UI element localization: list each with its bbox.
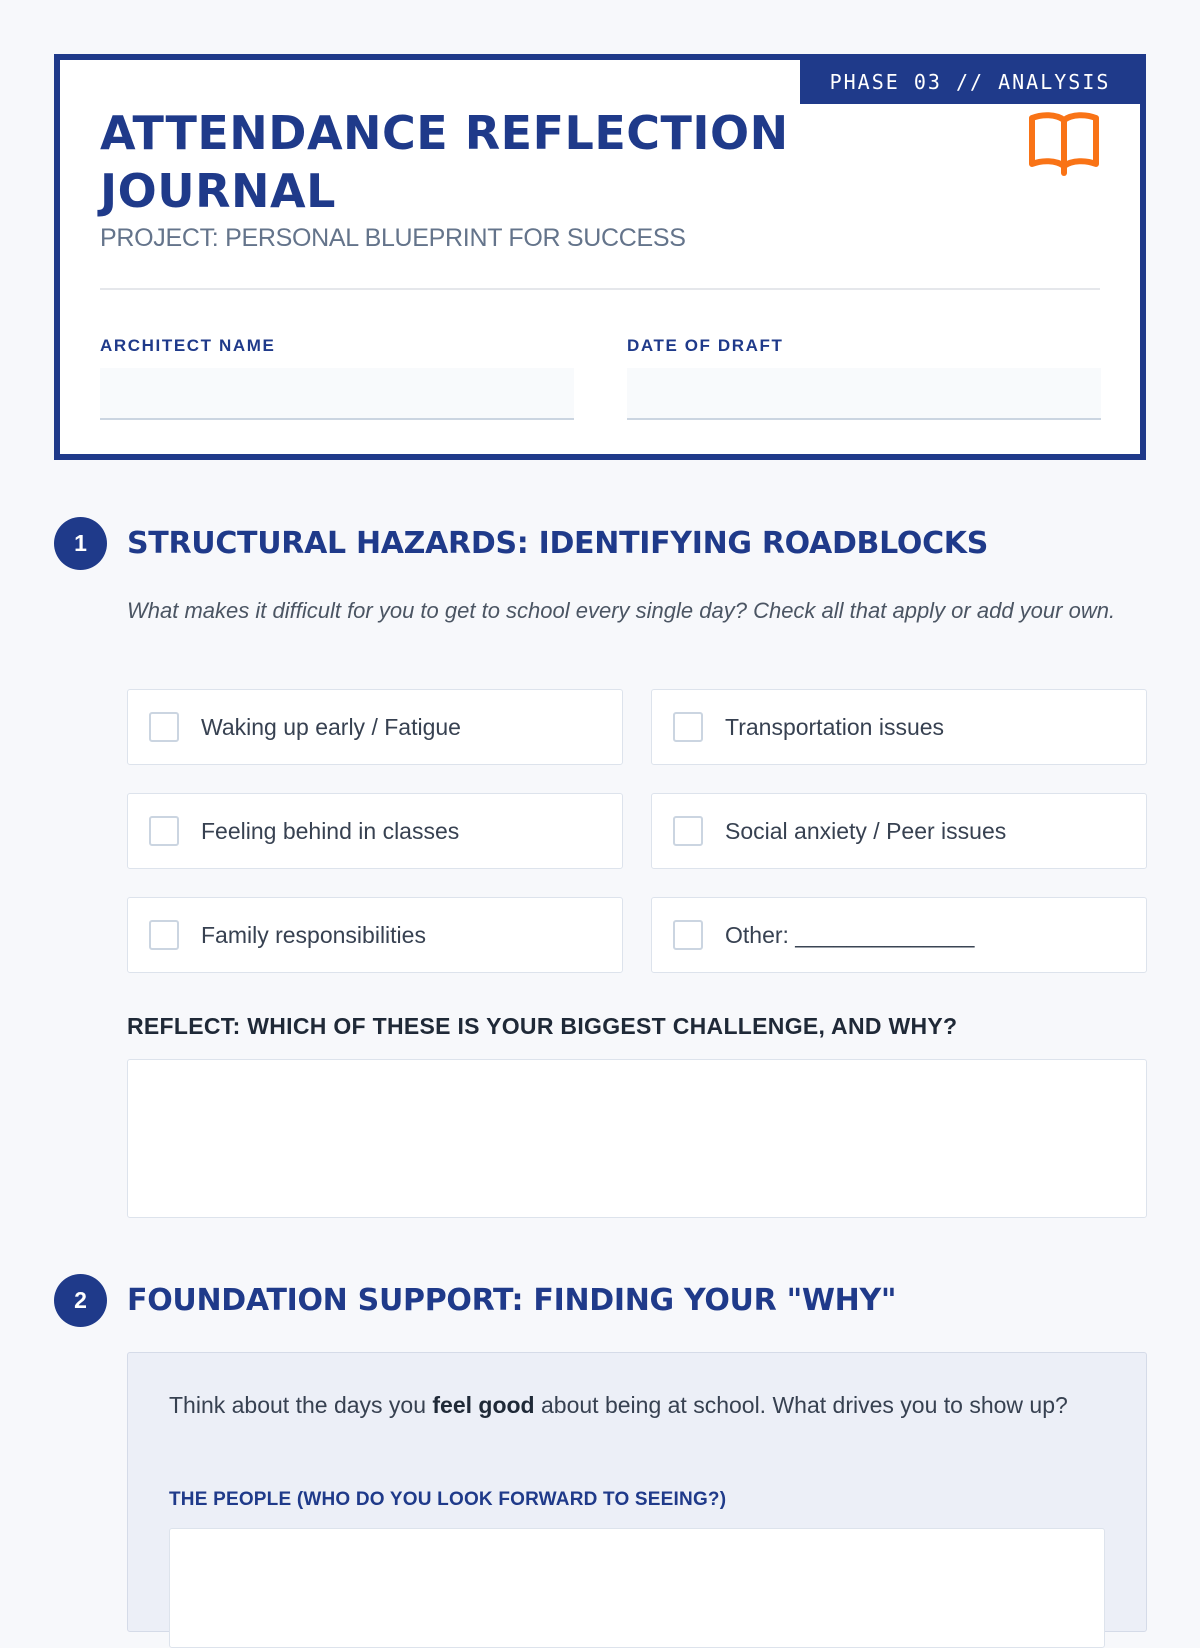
reflect-question-label: REFLECT: WHICH OF THESE IS YOUR BIGGEST CHALLENGE, AND WHY? (127, 1013, 958, 1039)
section-2-heading (54, 1274, 896, 1327)
header-divider (100, 288, 1100, 290)
intro-text-emphasis: feel good (432, 1392, 535, 1418)
checkbox[interactable] (673, 816, 703, 846)
intro-text-start: Think about the days you (169, 1392, 433, 1418)
section-1-heading (54, 517, 988, 570)
support-intro-text (169, 1389, 1099, 1422)
people-question-label: THE PEOPLE (WHO DO YOU LOOK FORWARD TO SEEING?) (169, 1489, 727, 1510)
date-of-draft-input[interactable] (627, 368, 1101, 420)
checkbox-label: Feeling behind in classes (201, 817, 460, 844)
checkbox-label: Transportation issues (725, 713, 945, 740)
section-number-badge: 1 (54, 517, 107, 570)
checkbox-option[interactable] (651, 689, 1147, 765)
page-title: ATTENDANCE REFLECTION JOURNAL (100, 106, 789, 218)
phase-badge: PHASE 03 // ANALYSIS (800, 60, 1140, 104)
checkbox-label: Other: ______________ (725, 921, 975, 948)
checkbox-label: Social anxiety / Peer issues (725, 817, 1007, 844)
people-answer-field[interactable] (169, 1528, 1105, 1648)
checkbox[interactable] (149, 816, 179, 846)
checkbox[interactable] (673, 920, 703, 950)
header-card (54, 54, 1146, 460)
page-subtitle: PROJECT: PERSONAL BLUEPRINT FOR SUCCESS (100, 224, 686, 252)
checkbox-option[interactable] (127, 793, 623, 869)
checkbox[interactable] (149, 920, 179, 950)
checkbox-option[interactable] (651, 793, 1147, 869)
architect-name-field (100, 336, 574, 420)
reflect-answer-field[interactable] (127, 1059, 1147, 1218)
date-of-draft-label: DATE OF DRAFT (627, 336, 784, 355)
checkbox-label: Waking up early / Fatigue (201, 713, 461, 740)
checkbox-label: Family responsibilities (201, 921, 426, 948)
section-2-title: FOUNDATION SUPPORT: FINDING YOUR "WHY" (127, 1283, 897, 1318)
checkbox-option[interactable] (651, 897, 1147, 973)
intro-text-end: about being at school. What drives you to show up? (534, 1392, 1068, 1418)
roadblock-checklist (127, 689, 1147, 973)
foundation-support-panel (127, 1352, 1147, 1632)
checkbox-option[interactable] (127, 689, 623, 765)
section-1-prompt: What makes it difficult for you to get to school every single day? Check all that apply or add your own. (127, 598, 1116, 623)
checkbox[interactable] (149, 712, 179, 742)
section-1-title: STRUCTURAL HAZARDS: IDENTIFYING ROADBLOCKS (127, 526, 989, 561)
checkbox-option[interactable] (127, 897, 623, 973)
architect-name-input[interactable] (100, 368, 574, 420)
section-number-badge: 2 (54, 1274, 107, 1327)
checkbox[interactable] (673, 712, 703, 742)
book-open-icon (1028, 110, 1100, 176)
architect-name-label: ARCHITECT NAME (100, 336, 276, 355)
date-of-draft-field (627, 336, 1101, 420)
